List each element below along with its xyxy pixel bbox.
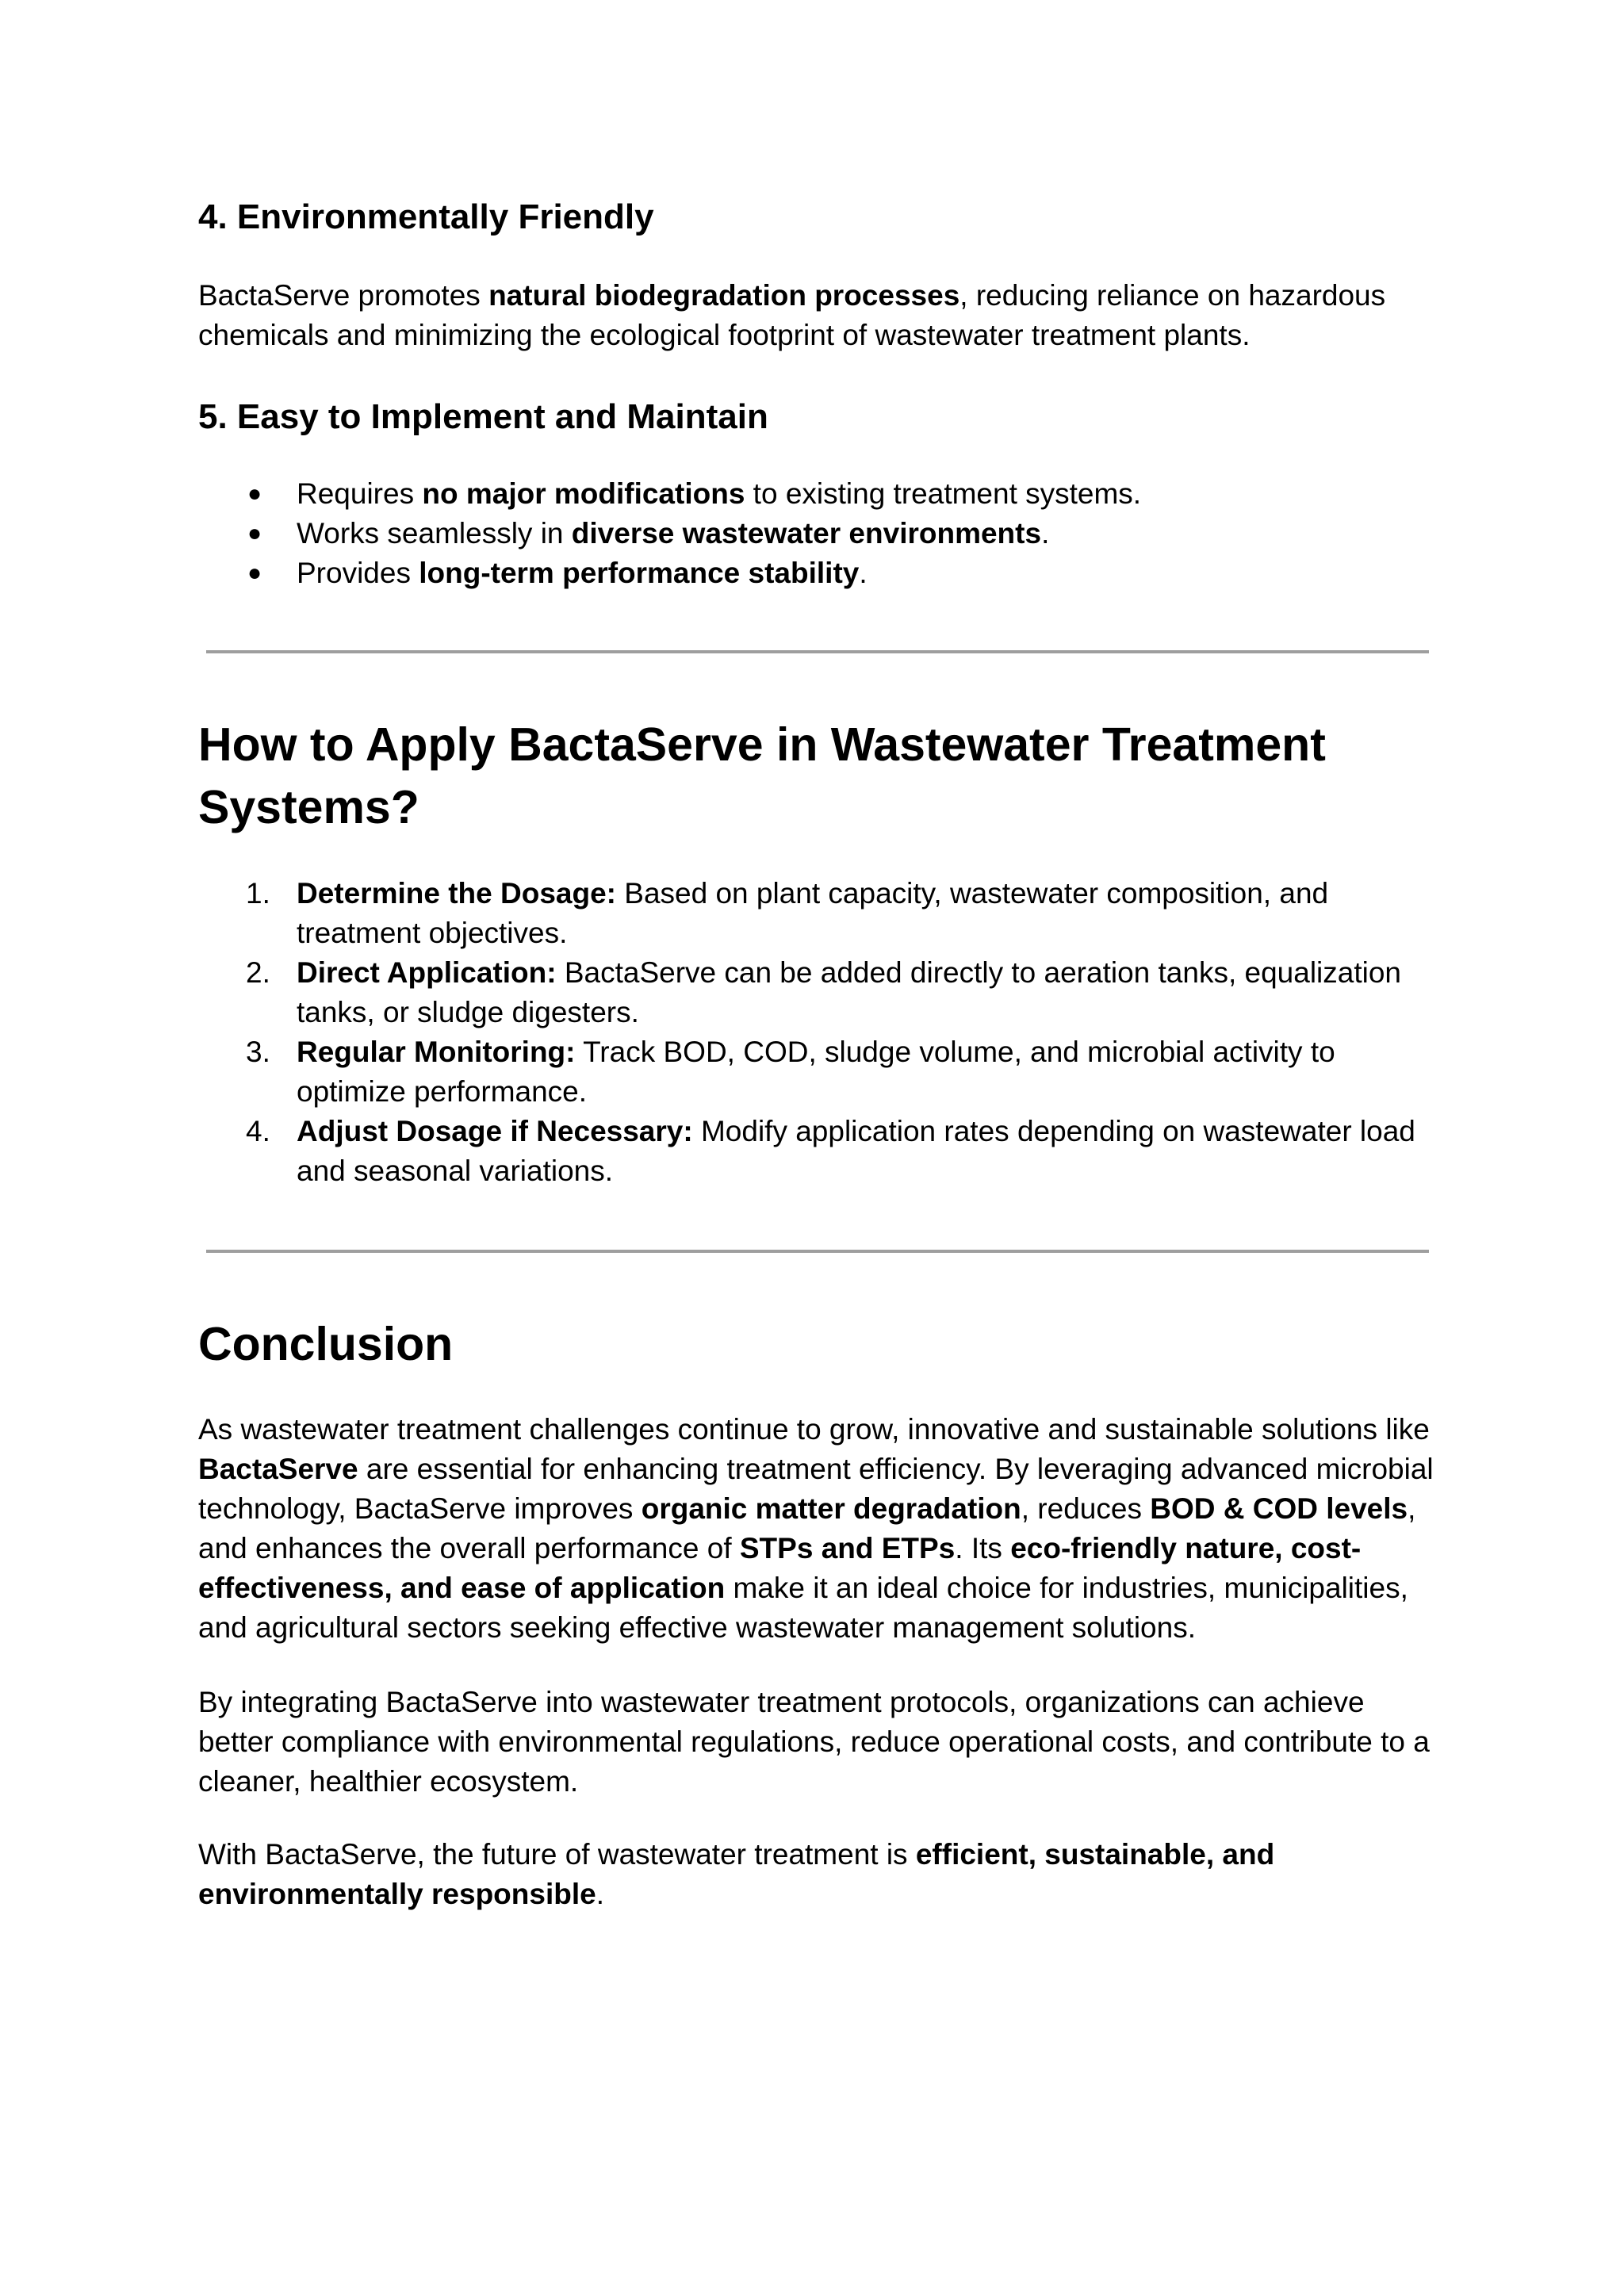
bold-run: no major modifications xyxy=(422,477,745,510)
bold-run: Regular Monitoring: xyxy=(297,1036,576,1068)
bullet-icon: ● xyxy=(247,520,262,546)
list-number: 1. xyxy=(246,877,270,910)
bold-run: eco-friendly nature, cost-effectiveness, and ease of application xyxy=(198,1532,1362,1604)
text-run: Modify application rates depending on wastewater load and seasonal variations. xyxy=(297,1115,1415,1187)
page-title-conclusion: Conclusion xyxy=(198,1318,454,1370)
text-run: . xyxy=(596,1878,604,1910)
text-run: . xyxy=(1041,517,1050,550)
list-item xyxy=(198,953,1435,1032)
bullet-list xyxy=(198,474,1435,593)
numbered-list xyxy=(198,874,1435,1191)
horizontal-divider xyxy=(206,1250,1429,1253)
list-item xyxy=(198,1032,1435,1112)
bold-run: organic matter degradation xyxy=(641,1492,1021,1525)
list-item xyxy=(198,474,1435,514)
text-run: , and enhances the overall performance of xyxy=(198,1492,1416,1564)
text-run: to existing treatment systems. xyxy=(745,477,1142,510)
section-heading-easy-to-implement: 5. Easy to Implement and Maintain xyxy=(198,397,768,436)
text-run: As wastewater treatment challenges continue to grow, innovative and sustainable solutions like xyxy=(198,1413,1430,1446)
bold-run: long-term performance stability xyxy=(419,557,860,589)
list-item xyxy=(198,514,1435,553)
text-run: With BactaServe, the future of wastewater treatment is xyxy=(198,1838,916,1871)
bold-run: STPs and ETPs xyxy=(739,1532,956,1564)
text-run: BactaServe can be added directly to aeration tanks, equalization tanks, or sludge digesters. xyxy=(297,956,1401,1028)
list-number: 2. xyxy=(246,956,270,989)
bullet-icon: ● xyxy=(247,481,262,507)
bold-run: Direct Application: xyxy=(297,956,557,989)
text-run: . xyxy=(859,557,868,589)
bold-run: BOD & COD levels xyxy=(1150,1492,1408,1525)
bold-run: natural biodegradation processes xyxy=(488,279,960,312)
list-item xyxy=(198,553,1435,593)
list-number: 3. xyxy=(246,1036,270,1068)
bold-run: Determine the Dosage: xyxy=(297,877,616,910)
text-run: Works seamlessly in xyxy=(297,517,572,550)
bold-run: efficient, sustainable, and environmentally responsible xyxy=(198,1838,1275,1910)
text-run: make it an ideal choice for industries, municipalities, and agricultural sectors seeking effective wastewater management solutions. xyxy=(198,1572,1408,1644)
list-item xyxy=(198,874,1435,953)
bold-run: diverse wastewater environments xyxy=(571,517,1042,550)
text-run: , reducing reliance on hazardous chemicals and minimizing the ecological footprint of wastewater treatment plants. xyxy=(198,279,1386,351)
text-run: BactaServe promotes xyxy=(198,279,489,312)
text-run: . Its xyxy=(955,1532,1011,1564)
page-title-how-to-apply: How to Apply BactaServe in Wastewater Treatment Systems? xyxy=(198,718,1326,833)
text-run: are essential for enhancing treatment efficiency. By leveraging advanced microbial technology, BactaServe improves xyxy=(198,1453,1434,1525)
paragraph-conclusion-2: By integrating BactaServe into wastewater treatment protocols, organizations can achieve better compliance with environmental regulations, reduce operational costs, and contribute to a cleaner, healthier ecosystem. xyxy=(198,1686,1430,1798)
paragraph-environmentally-friendly xyxy=(198,276,1435,355)
text-run: , reduces xyxy=(1021,1492,1151,1525)
section-heading-environmentally-friendly: 4. Environmentally Friendly xyxy=(198,197,654,236)
paragraph-conclusion-1 xyxy=(198,1410,1435,1648)
list-number: 4. xyxy=(246,1115,270,1147)
text-run: Based on plant capacity, wastewater composition, and treatment objectives. xyxy=(297,877,1329,949)
bold-run: Adjust Dosage if Necessary: xyxy=(297,1115,693,1147)
paragraph-conclusion-3 xyxy=(198,1835,1435,1914)
text-run: Requires xyxy=(297,477,423,510)
text-run: Provides xyxy=(297,557,419,589)
bold-run: BactaServe xyxy=(198,1453,358,1485)
horizontal-divider xyxy=(206,650,1429,653)
bullet-icon: ● xyxy=(247,560,262,586)
text-run: Track BOD, COD, sludge volume, and microbial activity to optimize performance. xyxy=(297,1036,1335,1108)
list-item xyxy=(198,1112,1435,1191)
